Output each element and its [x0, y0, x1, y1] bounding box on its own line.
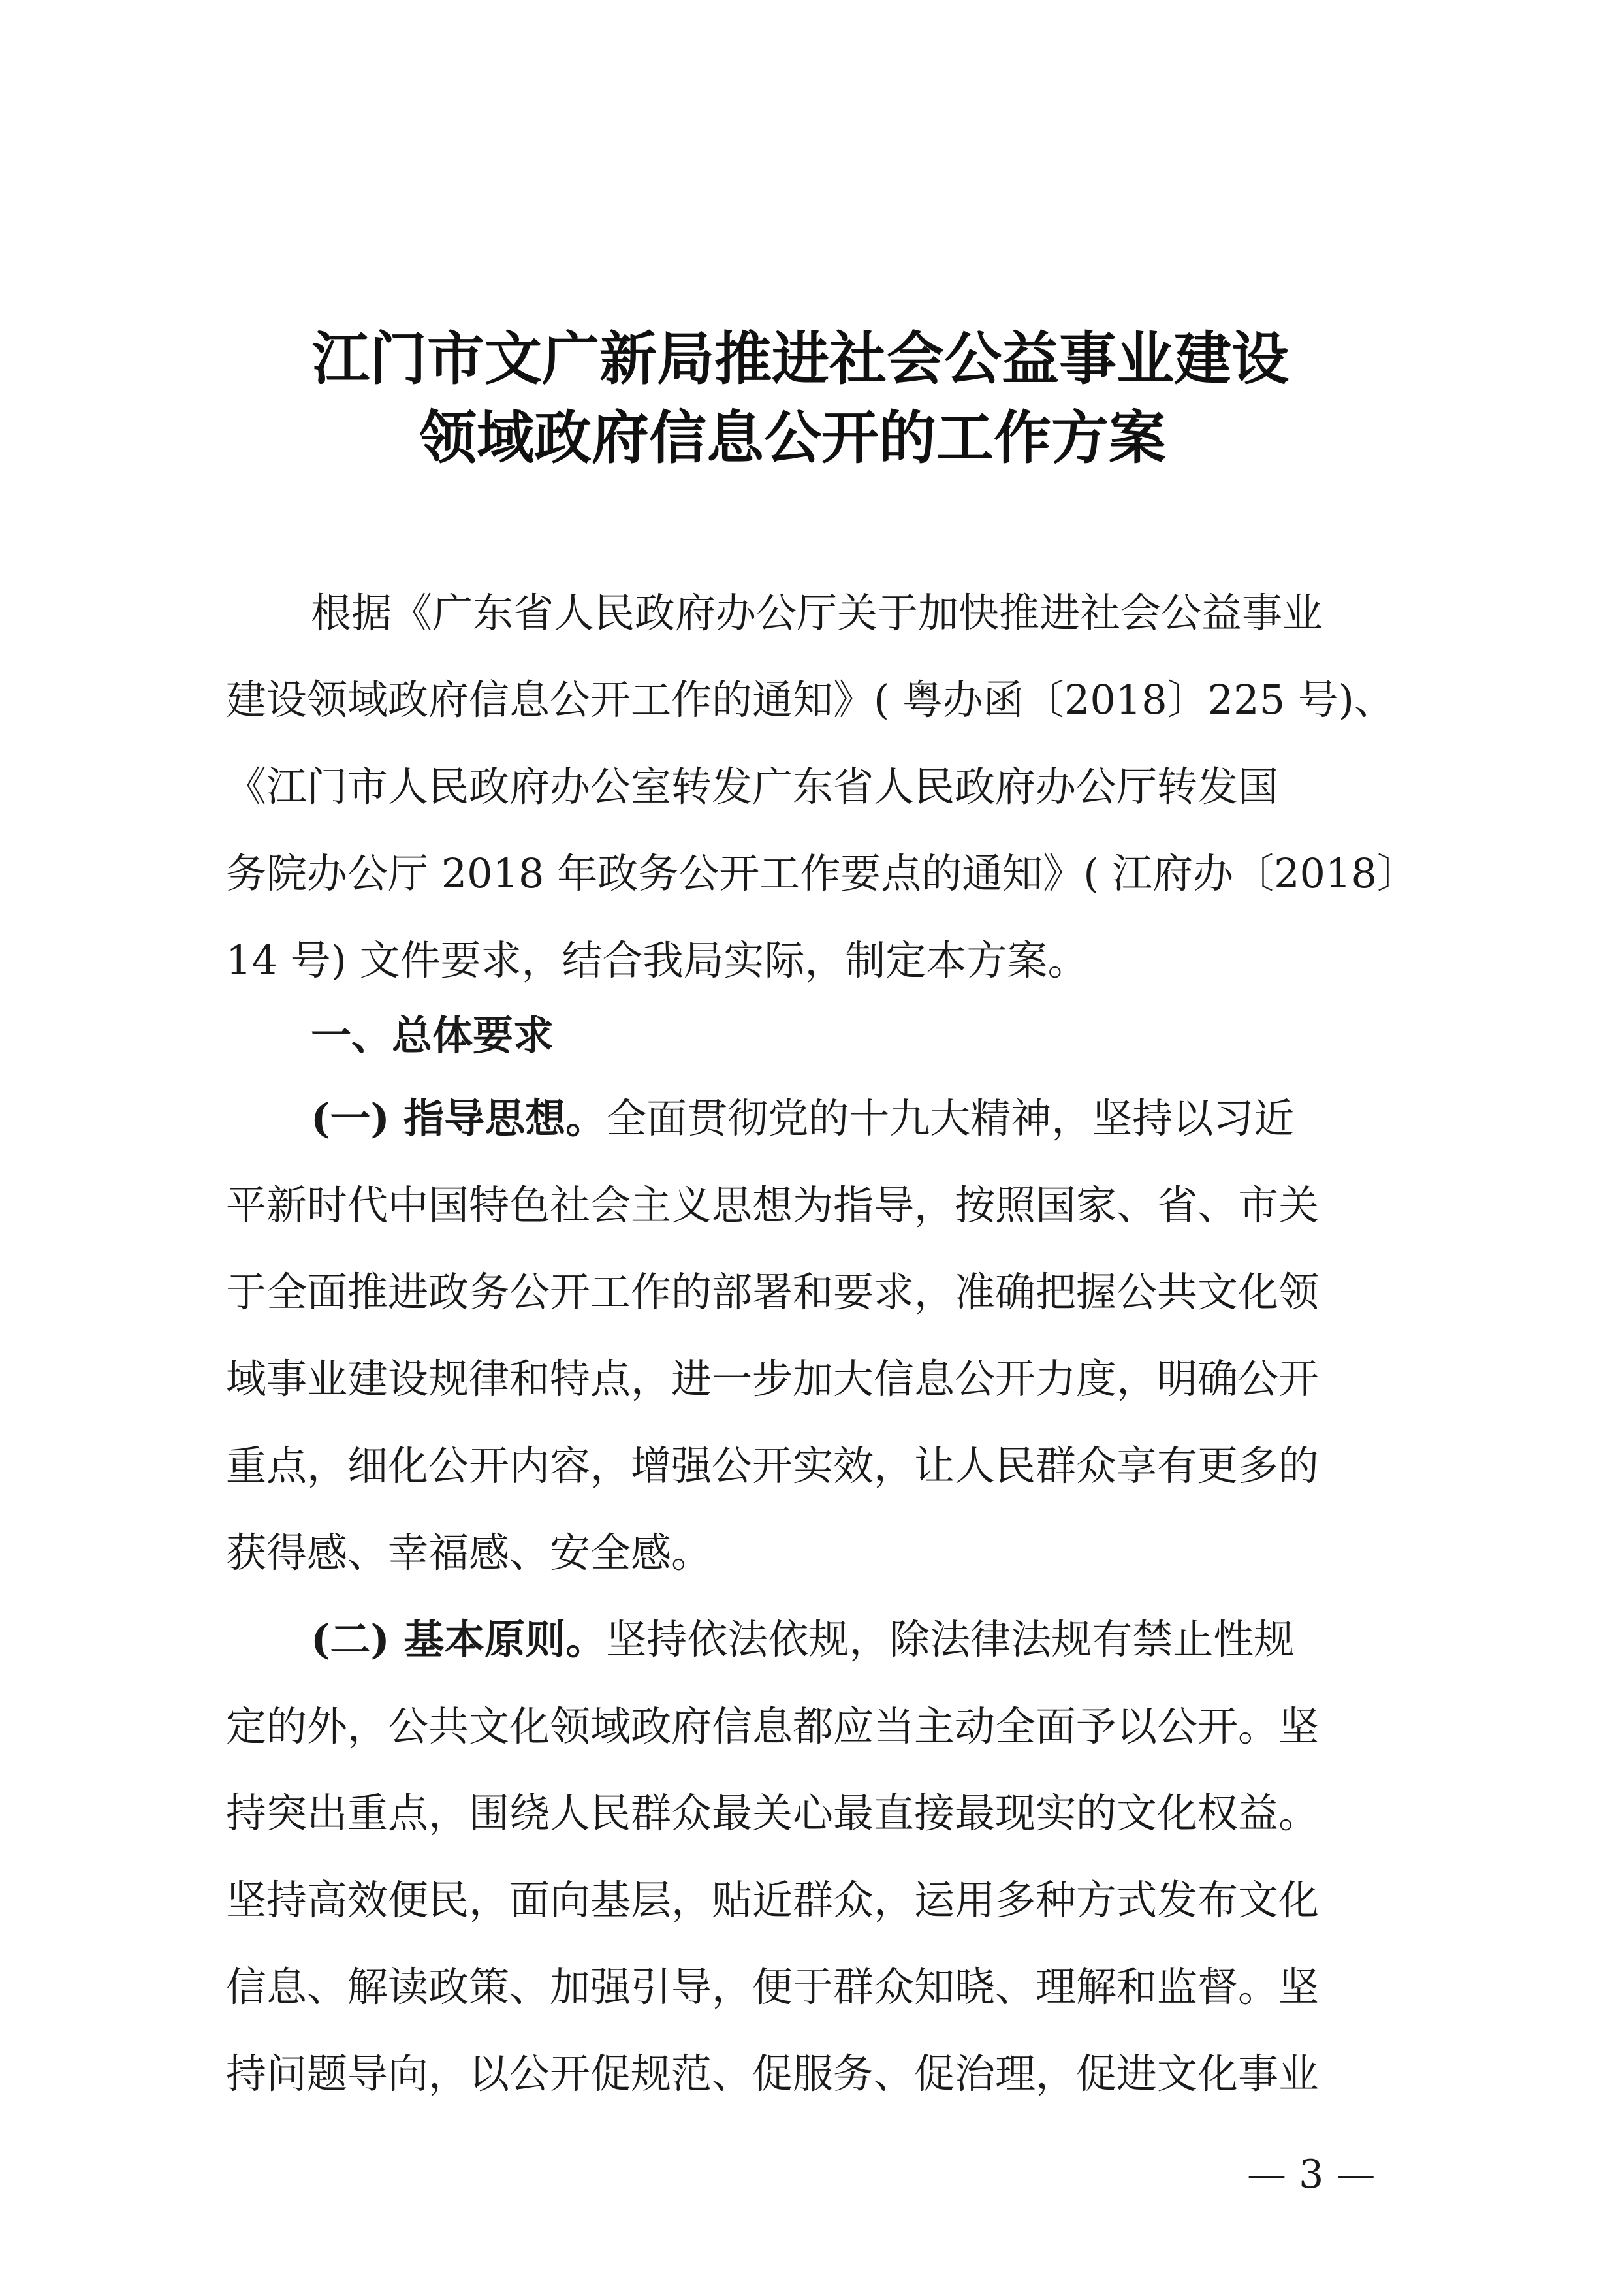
subsection-1-first-line-text: 全面贯彻党的十九大精神，坚持以习近: [606, 1094, 1295, 1142]
subsection-2-line-5: 信息、解读政策、加强引导，便于群众知晓、理解和监督。坚: [226, 1963, 1320, 2011]
subsection-2-first-line: [311, 1614, 1294, 1666]
intro-line-1: 根据《广东省人民政府办公厅关于加快推进社会公益事业: [311, 589, 1323, 637]
document-title-line-1: 江门市文广新局推进社会公益事业建设: [311, 325, 1289, 392]
subsection-1-line-6: 获得感、幸福感、安全感。: [226, 1529, 712, 1576]
document-title-line-2: 领域政府信息公开的工作方案: [419, 404, 1166, 471]
subsection-1-line-2: 平新时代中国特色社会主义思想为指导，按照国家、省、市关: [226, 1181, 1320, 1229]
intro-line-4: 务院办公厅 2018 年政务公开工作要点的通知》( 江府办〔2018〕: [226, 850, 1417, 897]
page-number: — 3 —: [1247, 2152, 1376, 2197]
subsection-1-first-line: [311, 1092, 1294, 1145]
subsection-2-line-6: 持问题导向，以公开促规范、促服务、促治理，促进文化事业: [226, 2050, 1320, 2097]
subsection-1-lead: (一) 指导思想。: [311, 1094, 607, 1142]
subsection-1-line-3: 于全面推进政务公开工作的部署和要求，准确把握公共文化领: [226, 1268, 1320, 1316]
section-1-heading: 一、总体要求: [311, 1012, 554, 1059]
intro-line-2: 建设领域政府信息公开工作的通知》( 粤办函〔2018〕225 号)、: [226, 676, 1395, 724]
subsection-2-lead: (二) 基本原则。: [311, 1616, 607, 1663]
subsection-2-line-2: 定的外，公共文化领域政府信息都应当主动全面予以公开。坚: [226, 1702, 1320, 1750]
subsection-2-first-line-text: 坚持依法依规，除法律法规有禁止性规: [606, 1616, 1295, 1663]
intro-line-5: 14 号) 文件要求，结合我局实际，制定本方案。: [226, 936, 1088, 984]
subsection-2-line-4: 坚持高效便民，面向基层，贴近群众，运用多种方式发布文化: [226, 1876, 1320, 1924]
subsection-1-line-5: 重点，细化公开内容，增强公开实效，让人民群众享有更多的: [226, 1442, 1320, 1490]
subsection-1-line-4: 域事业建设规律和特点，进一步加大信息公开力度，明确公开: [226, 1355, 1320, 1403]
intro-line-3: 《江门市人民政府办公室转发广东省人民政府办公厅转发国: [226, 763, 1279, 810]
subsection-2-line-3: 持突出重点，围绕人民群众最关心最直接最现实的文化权益。: [226, 1789, 1320, 1837]
